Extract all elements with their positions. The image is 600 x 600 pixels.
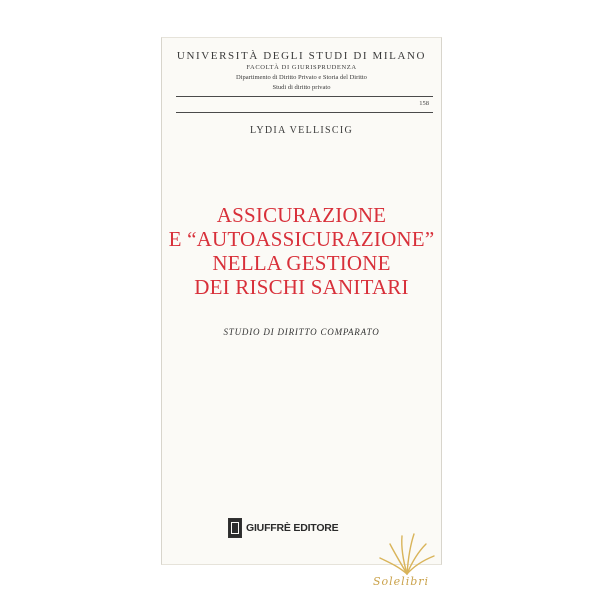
author-name: LYDIA VELLISCIG — [249, 125, 354, 136]
watermark-text: Solelibri — [373, 575, 430, 588]
divider-top — [176, 96, 433, 97]
university-name: UNIVERSITÀ DEGLI STUDI DI MILANO — [176, 50, 427, 62]
series-name: Studi di diritto privato — [272, 84, 331, 91]
title-line: DEI RISCHI SANITARI — [194, 275, 409, 299]
title-line: E “AUTOASSICURAZIONE” — [168, 227, 435, 251]
volume-number: 158 — [419, 100, 429, 107]
sunburst-logo-icon — [372, 522, 442, 582]
book-cover — [161, 37, 442, 565]
title-line: ASSICURAZIONE — [216, 203, 387, 227]
book-title — [162, 203, 441, 299]
book-subtitle: STUDIO DI DIRITTO COMPARATO — [223, 327, 380, 337]
faculty-name: FACOLTÀ DI GIURISPRUDENZA — [246, 64, 357, 71]
publisher-logo-icon — [228, 518, 242, 538]
divider-bottom — [176, 112, 433, 113]
publisher-name: GIUFFRÈ EDITORE — [246, 522, 339, 534]
department-name: Dipartimento di Diritto Privato e Storia del Diritto — [236, 74, 367, 81]
publisher — [228, 515, 338, 541]
title-line: NELLA GESTIONE — [212, 251, 391, 275]
